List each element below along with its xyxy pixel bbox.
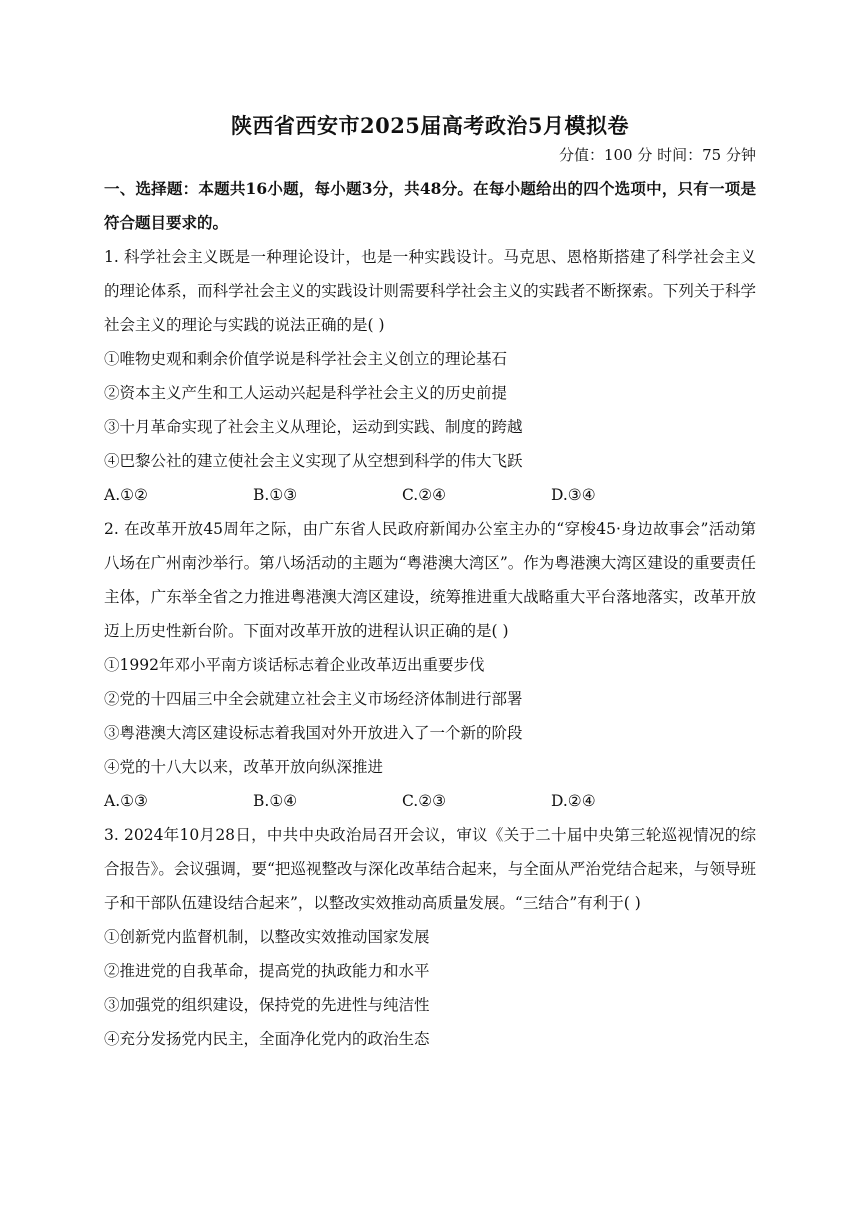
exam-content	[104, 172, 756, 1056]
question-3	[104, 818, 756, 1056]
choice-c[interactable]: C.②③	[402, 792, 447, 810]
choice-d[interactable]: D.②④	[551, 792, 596, 810]
choice-d[interactable]: D.③④	[551, 486, 596, 504]
statement-1: ①唯物史观和剩余价值学说是科学社会主义创立的理论基石	[104, 350, 508, 368]
choice-c[interactable]: C.②④	[402, 486, 447, 504]
statement-3: ③十月革命实现了社会主义从理论，运动到实践、制度的跨越	[104, 418, 523, 436]
statement-3: ③加强党的组织建设，保持党的先进性与纯洁性	[104, 996, 430, 1014]
score-time-info: 分值：100 分 时间：75 分钟	[558, 146, 756, 164]
choice-b[interactable]: B.①④	[253, 792, 298, 810]
statement-1: ①创新党内监督机制，以整改实效推动国家发展	[104, 928, 430, 946]
question-stem: 3. 2024年10月28日，中共中央政治局召开会议，审议《关于二十届中央第三轮巡视情况的综合报告》。会议强调，要“把巡视整改与深化改革结合起来，与全面从严治党结合起来，与领导班子和干部队伍建设结合起来”，以整改实效推动高质量发展。“三结合”有利于( )	[104, 826, 756, 912]
statement-3: ③粤港澳大湾区建设标志着我国对外开放进入了一个新的阶段	[104, 724, 523, 742]
choice-a[interactable]: A.①③	[104, 792, 148, 810]
question-stem: 1. 科学社会主义既是一种理论设计，也是一种实践设计。马克思、恩格斯搭建了科学社会主义的理论体系，而科学社会主义的实践设计则需要科学社会主义的实践者不断探索。下列关于科学社会主义的理论与实践的说法正确的是( )	[104, 248, 756, 334]
question-stem: 2. 在改革开放45周年之际，由广东省人民政府新闻办公室主办的“穿梭45·身边故事会”活动第八场在广州南沙举行。第八场活动的主题为“粤港澳大湾区”。作为粤港澳大湾区建设的重要责任主体，广东举全省之力推进粤港澳大湾区建设，统筹推进重大战略重大平台落地落实，改革开放迈上历史性新台阶。下面对改革开放的进程认识正确的是( )	[104, 520, 756, 640]
statement-4: ④巴黎公社的建立使社会主义实现了从空想到科学的伟大飞跃	[104, 452, 523, 470]
section-heading: 一、选择题：本题共16小题，每小题3分，共48分。在每小题给出的四个选项中，只有一项是符合题目要求的。	[104, 179, 756, 232]
statement-2: ②资本主义产生和工人运动兴起是科学社会主义的历史前提	[104, 384, 508, 402]
question-2	[104, 512, 756, 818]
choice-b[interactable]: B.①③	[253, 486, 298, 504]
statement-2: ②推进党的自我革命，提高党的执政能力和水平	[104, 962, 430, 980]
answer-choices	[104, 478, 756, 512]
page-title: 陕西省西安市2025届高考政治5月模拟卷	[230, 113, 630, 138]
statement-1: ①1992年邓小平南方谈话标志着企业改革迈出重要步伐	[104, 656, 485, 674]
question-1	[104, 240, 756, 512]
statement-4: ④充分发扬党内民主，全面净化党内的政治生态	[104, 1030, 430, 1048]
answer-choices	[104, 784, 756, 818]
choice-a[interactable]: A.①②	[104, 486, 148, 504]
statement-2: ②党的十四届三中全会就建立社会主义市场经济体制进行部署	[104, 690, 523, 708]
statement-4: ④党的十八大以来，改革开放向纵深推进	[104, 758, 384, 776]
